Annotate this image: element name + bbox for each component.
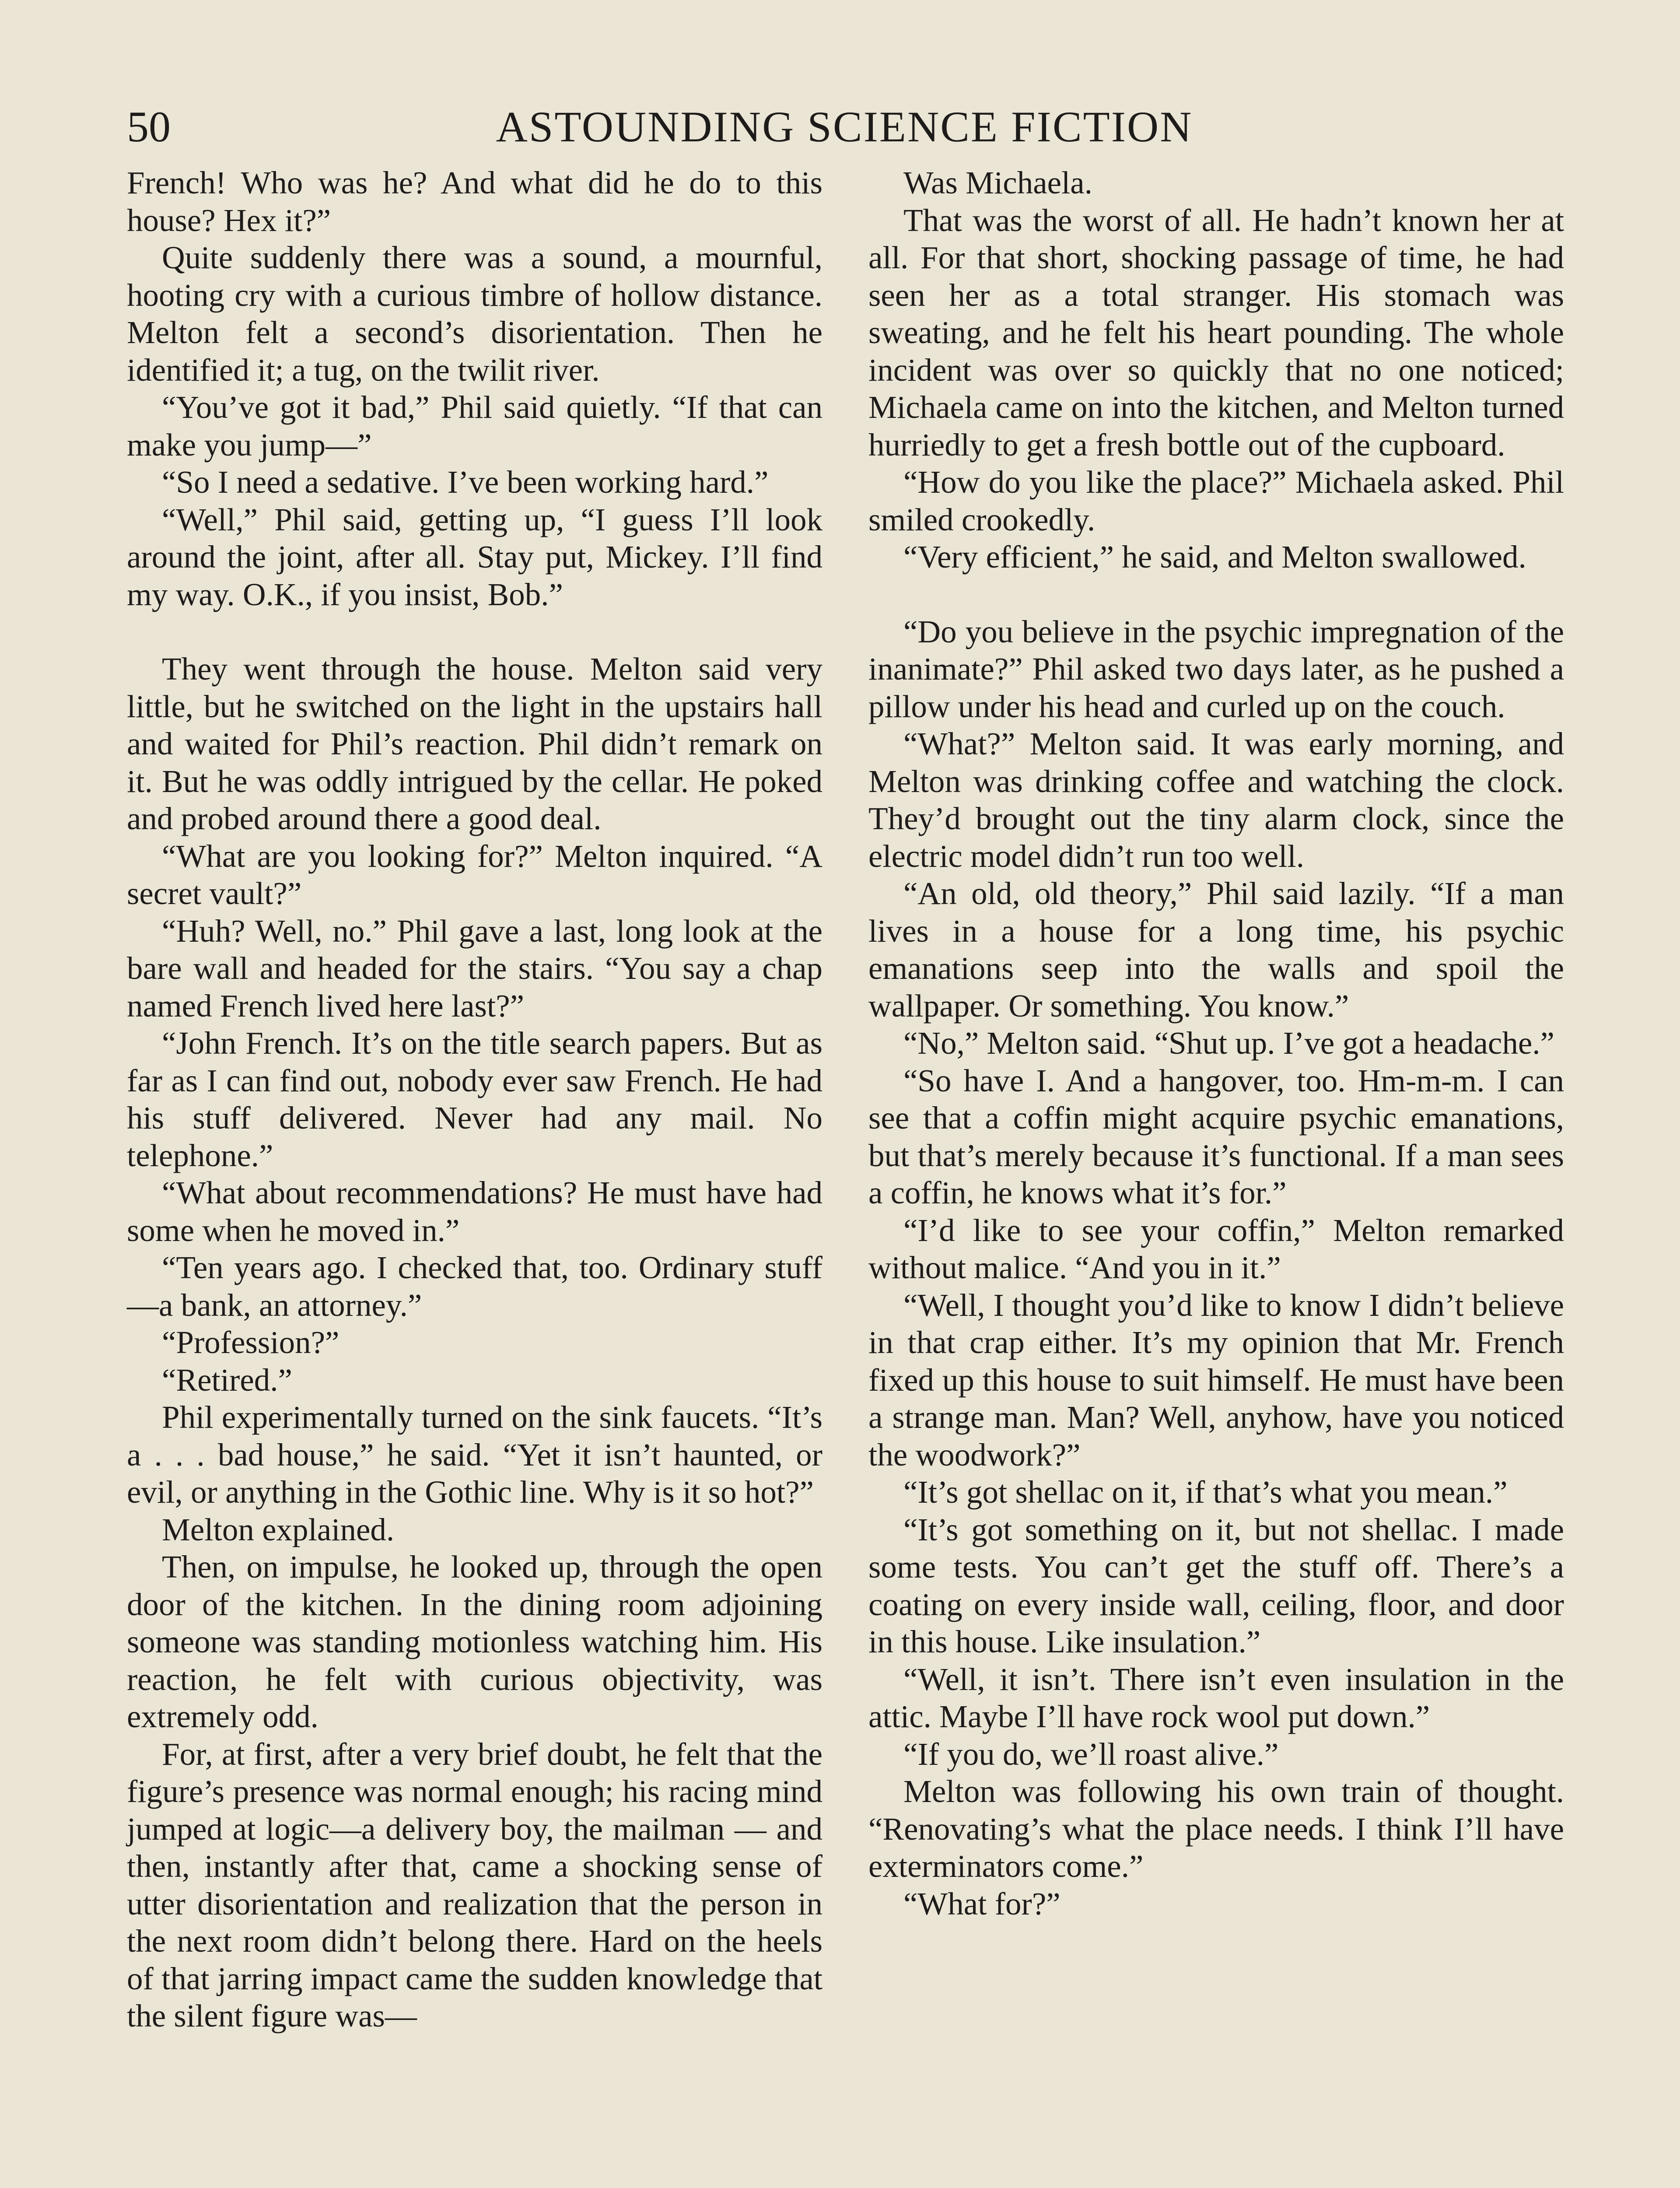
paragraph: “If you do, we’ll roast alive.”: [903, 1736, 1279, 1772]
paragraph: “No,” Melton said. “Shut up. I’ve got a headache.”: [903, 1025, 1554, 1061]
paragraph: Was Michaela.: [903, 165, 1092, 200]
left-column: [127, 164, 822, 2035]
page-number: 50: [127, 102, 171, 151]
paragraph: Phil experimentally turned on the sink faucets. “It’s a . . . bad house,” he said. “Yet it isn’t haunted, or evil, or anything in the Gothic line. Why is it so hot?”: [127, 1399, 822, 1510]
page-header: [127, 98, 1562, 155]
paragraph: “Very efficient,” he said, and Melton swallowed.: [903, 539, 1526, 575]
paragraph: “Well, I thought you’d like to know I didn’t believe in that crap either. It’s my opinion that Mr. French fixed up this house to suit himself. He must have been a strange man. Man? Well, anyhow, have you noticed the woodwork?”: [868, 1287, 1564, 1473]
paragraph: “John French. It’s on the title search papers. But as far as I can find out, nobody ever saw French. He had his stuff delivered. Never had any mail. No telephone.”: [127, 1025, 822, 1173]
paragraph: “So have I. And a hangover, too. Hm-m-m. I can see that a coffin might acquire psychic emanations, but that’s merely because it’s functional. If a man sees a coffin, he knows what it’s for.”: [868, 1062, 1564, 1210]
paragraph: “How do you like the place?” Michaela asked. Phil smiled crookedly.: [868, 464, 1564, 537]
paragraph: Quite suddenly there was a sound, a mournful, hooting cry with a curious timbre of hollow distance. Melton felt a second’s disorientation. Then he identified it; a tug, on the twilit river.: [127, 240, 822, 388]
paragraph: “What are you looking for?” Melton inquired. “A secret vault?”: [127, 838, 822, 911]
right-column: [868, 164, 1564, 1922]
paragraph: “Well,” Phil said, getting up, “I guess I’ll look around the joint, after all. Stay put, Mickey. I’ll find my way. O.K., if you insist, Bob.”: [127, 501, 822, 612]
paragraph: “What for?”: [903, 1886, 1060, 1922]
paragraph: “It’s got shellac on it, if that’s what you mean.”: [903, 1474, 1508, 1510]
paragraph: “It’s got something on it, but not shellac. I made some tests. You can’t get the stuff off. There’s a coating on every inside wall, ceiling, floor, and door in this house. Like insulation.”: [868, 1511, 1564, 1659]
paragraph: “I’d like to see your coffin,” Melton remarked without malice. “And you in it.”: [868, 1212, 1564, 1285]
running-head: ASTOUNDING SCIENCE FICTION: [496, 102, 1193, 151]
paragraph: “An old, old theory,” Phil said lazily. “If a man lives in a house for a long time, his psychic emanations seep into the walls and spoil the wallpaper. Or something. You know.”: [868, 876, 1564, 1024]
paragraph: “You’ve got it bad,” Phil said quietly. “If that can make you jump—”: [127, 389, 822, 463]
paragraph: “Well, it isn’t. There isn’t even insulation in the attic. Maybe I’ll have rock wool put down.”: [868, 1661, 1564, 1734]
paragraph: They went through the house. Melton said very little, but he switched on the light in the upstairs hall and waited for Phil’s reaction. Phil didn’t remark on it. But he was oddly intrigued by the cellar. He poked and probed around there a good deal.: [127, 651, 822, 836]
paragraph: Melton was following his own train of thought. “Renovating’s what the place needs. I think I’ll have exterminators come.”: [868, 1774, 1564, 1884]
paragraph: “Huh? Well, no.” Phil gave a last, long look at the bare wall and headed for the stairs. “You say a chap named French lived here last?”: [127, 913, 822, 1024]
paragraph: French! Who was he? And what did he do to this house? Hex it?”: [127, 165, 822, 238]
paragraph: For, at first, after a very brief doubt, he felt that the figure’s presence was normal enough; his racing mind jumped at logic—a delivery boy, the mailman — and then, instantly after that, came a shocking sense of utter disorientation and realization that the person in the next room didn’t belong there. Hard on the heels of that jarring impact came the sudden knowledge that the silent figure was—: [127, 1736, 822, 2034]
paragraph: “So I need a sedative. I’ve been working hard.”: [162, 464, 769, 500]
paragraph: “What?” Melton said. It was early morning, and Melton was drinking coffee and watching the clock. They’d brought out the tiny alarm clock, since the electric model didn’t run too well.: [868, 726, 1564, 874]
paragraph: That was the worst of all. He hadn’t known her at all. For that short, shocking passage of time, he had seen her as a total stranger. His stomach was sweating, and he felt his heart pounding. The whole incident was over so quickly that no one noticed; Michaela came on into the kitchen, and Melton turned hurriedly to get a fresh bottle out of the cupboard.: [868, 202, 1564, 463]
paragraph: “Do you believe in the psychic impregnation of the inanimate?” Phil asked two days later, as he pushed a pillow under his head and curled up on the couch.: [868, 614, 1564, 724]
paragraph: Then, on impulse, he looked up, through the open door of the kitchen. In the dining room adjoining someone was standing motionless watching him. His reaction, he felt with curious objectivity, was extremely odd.: [127, 1549, 822, 1734]
paragraph: “Ten years ago. I checked that, too. Ordinary stuff—a bank, an attorney.”: [127, 1250, 822, 1323]
paragraph: “Retired.”: [162, 1362, 292, 1398]
paragraph: “What about recommendations? He must have had some when he moved in.”: [127, 1175, 822, 1248]
paragraph: Melton explained.: [162, 1511, 395, 1547]
paragraph: “Profession?”: [162, 1325, 340, 1360]
